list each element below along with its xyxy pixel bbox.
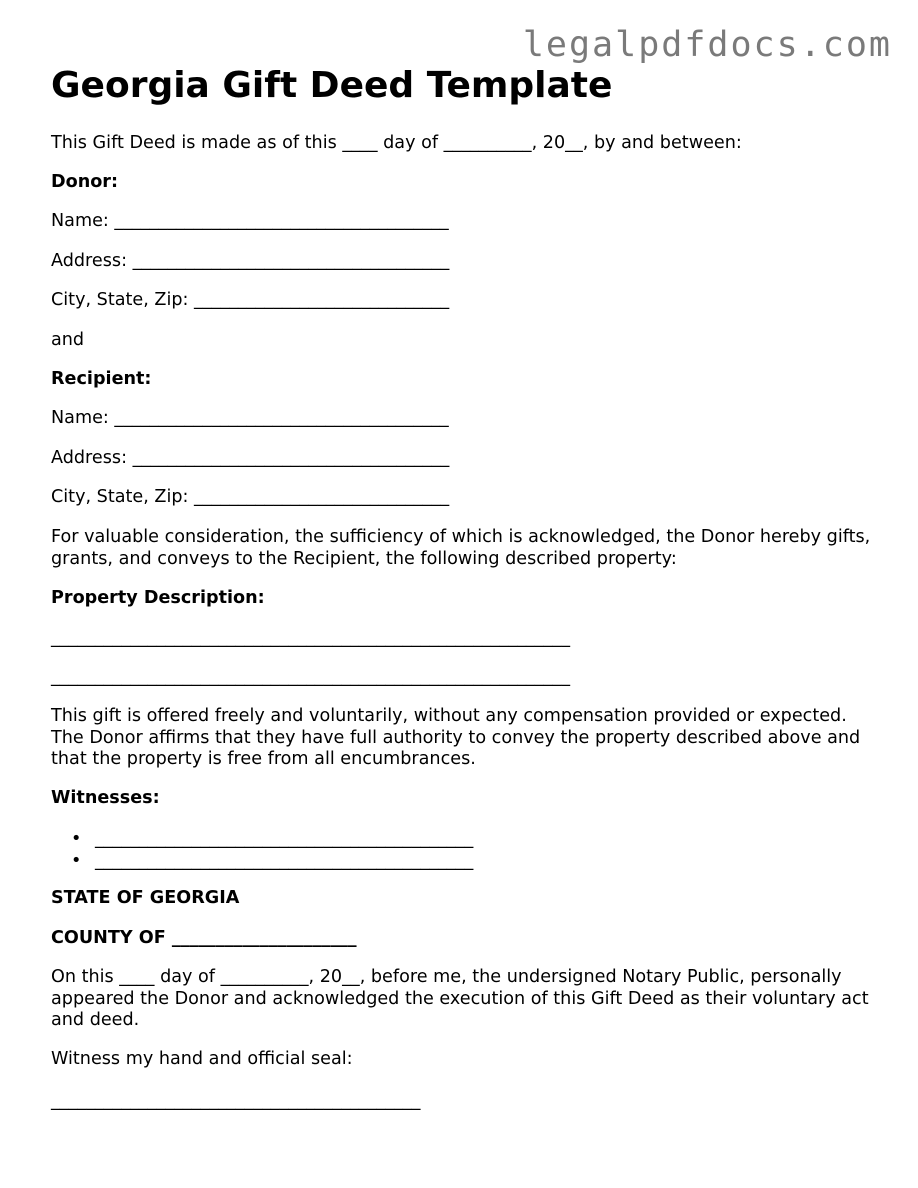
- witness-line-2: [71, 850, 473, 872]
- donor-name-field: Name: ______________________________________: [51, 211, 449, 231]
- consideration-paragraph: For valuable consideration, the sufficiency of which is acknowledged, the Donor hereby gifts, grants, and conveys to the Recipient, the following described property:: [51, 527, 871, 569]
- witness-line-text: ___________________________________________: [95, 829, 474, 849]
- intro-line: This Gift Deed is made as of this ____ day of __________, 20__, by and between:: [51, 133, 742, 153]
- witness-list: [71, 828, 473, 872]
- donor-city-field: City, State, Zip: _____________________________: [51, 290, 450, 310]
- witness-line-text: ___________________________________________: [95, 851, 474, 871]
- bullet: •: [71, 829, 82, 849]
- witnesses-heading: Witnesses:: [51, 788, 160, 808]
- affirmation-paragraph: This gift is offered freely and voluntarily, without any compensation provided or expected. The Donor affirms that they have full authority to convey the property described above and that the property is free from all encumbrances.: [51, 706, 861, 769]
- witness-line-1: [71, 828, 473, 850]
- county-heading: COUNTY OF _____________________: [51, 928, 357, 948]
- seal-text: Witness my hand and official seal:: [51, 1049, 353, 1069]
- page-title: Georgia Gift Deed Template: [51, 65, 613, 106]
- bullet: •: [71, 851, 82, 871]
- property-heading: Property Description:: [51, 588, 265, 608]
- notary-paragraph: On this ____ day of __________, 20__, before me, the undersigned Notary Public, personally appeared the Donor and acknowledged the execution of this Gift Deed as their voluntary act and deed.: [51, 967, 869, 1030]
- property-line-1: ___________________________________________________________: [51, 628, 571, 648]
- donor-heading: Donor:: [51, 172, 119, 192]
- recipient-address-field: Address: ____________________________________: [51, 448, 450, 468]
- recipient-name-field: Name: ______________________________________: [51, 408, 449, 428]
- donor-address-field: Address: ____________________________________: [51, 251, 450, 271]
- and-text: and: [51, 330, 85, 350]
- watermark: legalpdfdocs.com: [522, 25, 892, 65]
- recipient-city-field: City, State, Zip: _____________________________: [51, 487, 450, 507]
- state-heading: STATE OF GEORGIA: [51, 888, 240, 908]
- signature-line: __________________________________________: [51, 1091, 421, 1111]
- property-line-2: ___________________________________________________________: [51, 667, 571, 687]
- recipient-heading: Recipient:: [51, 369, 152, 389]
